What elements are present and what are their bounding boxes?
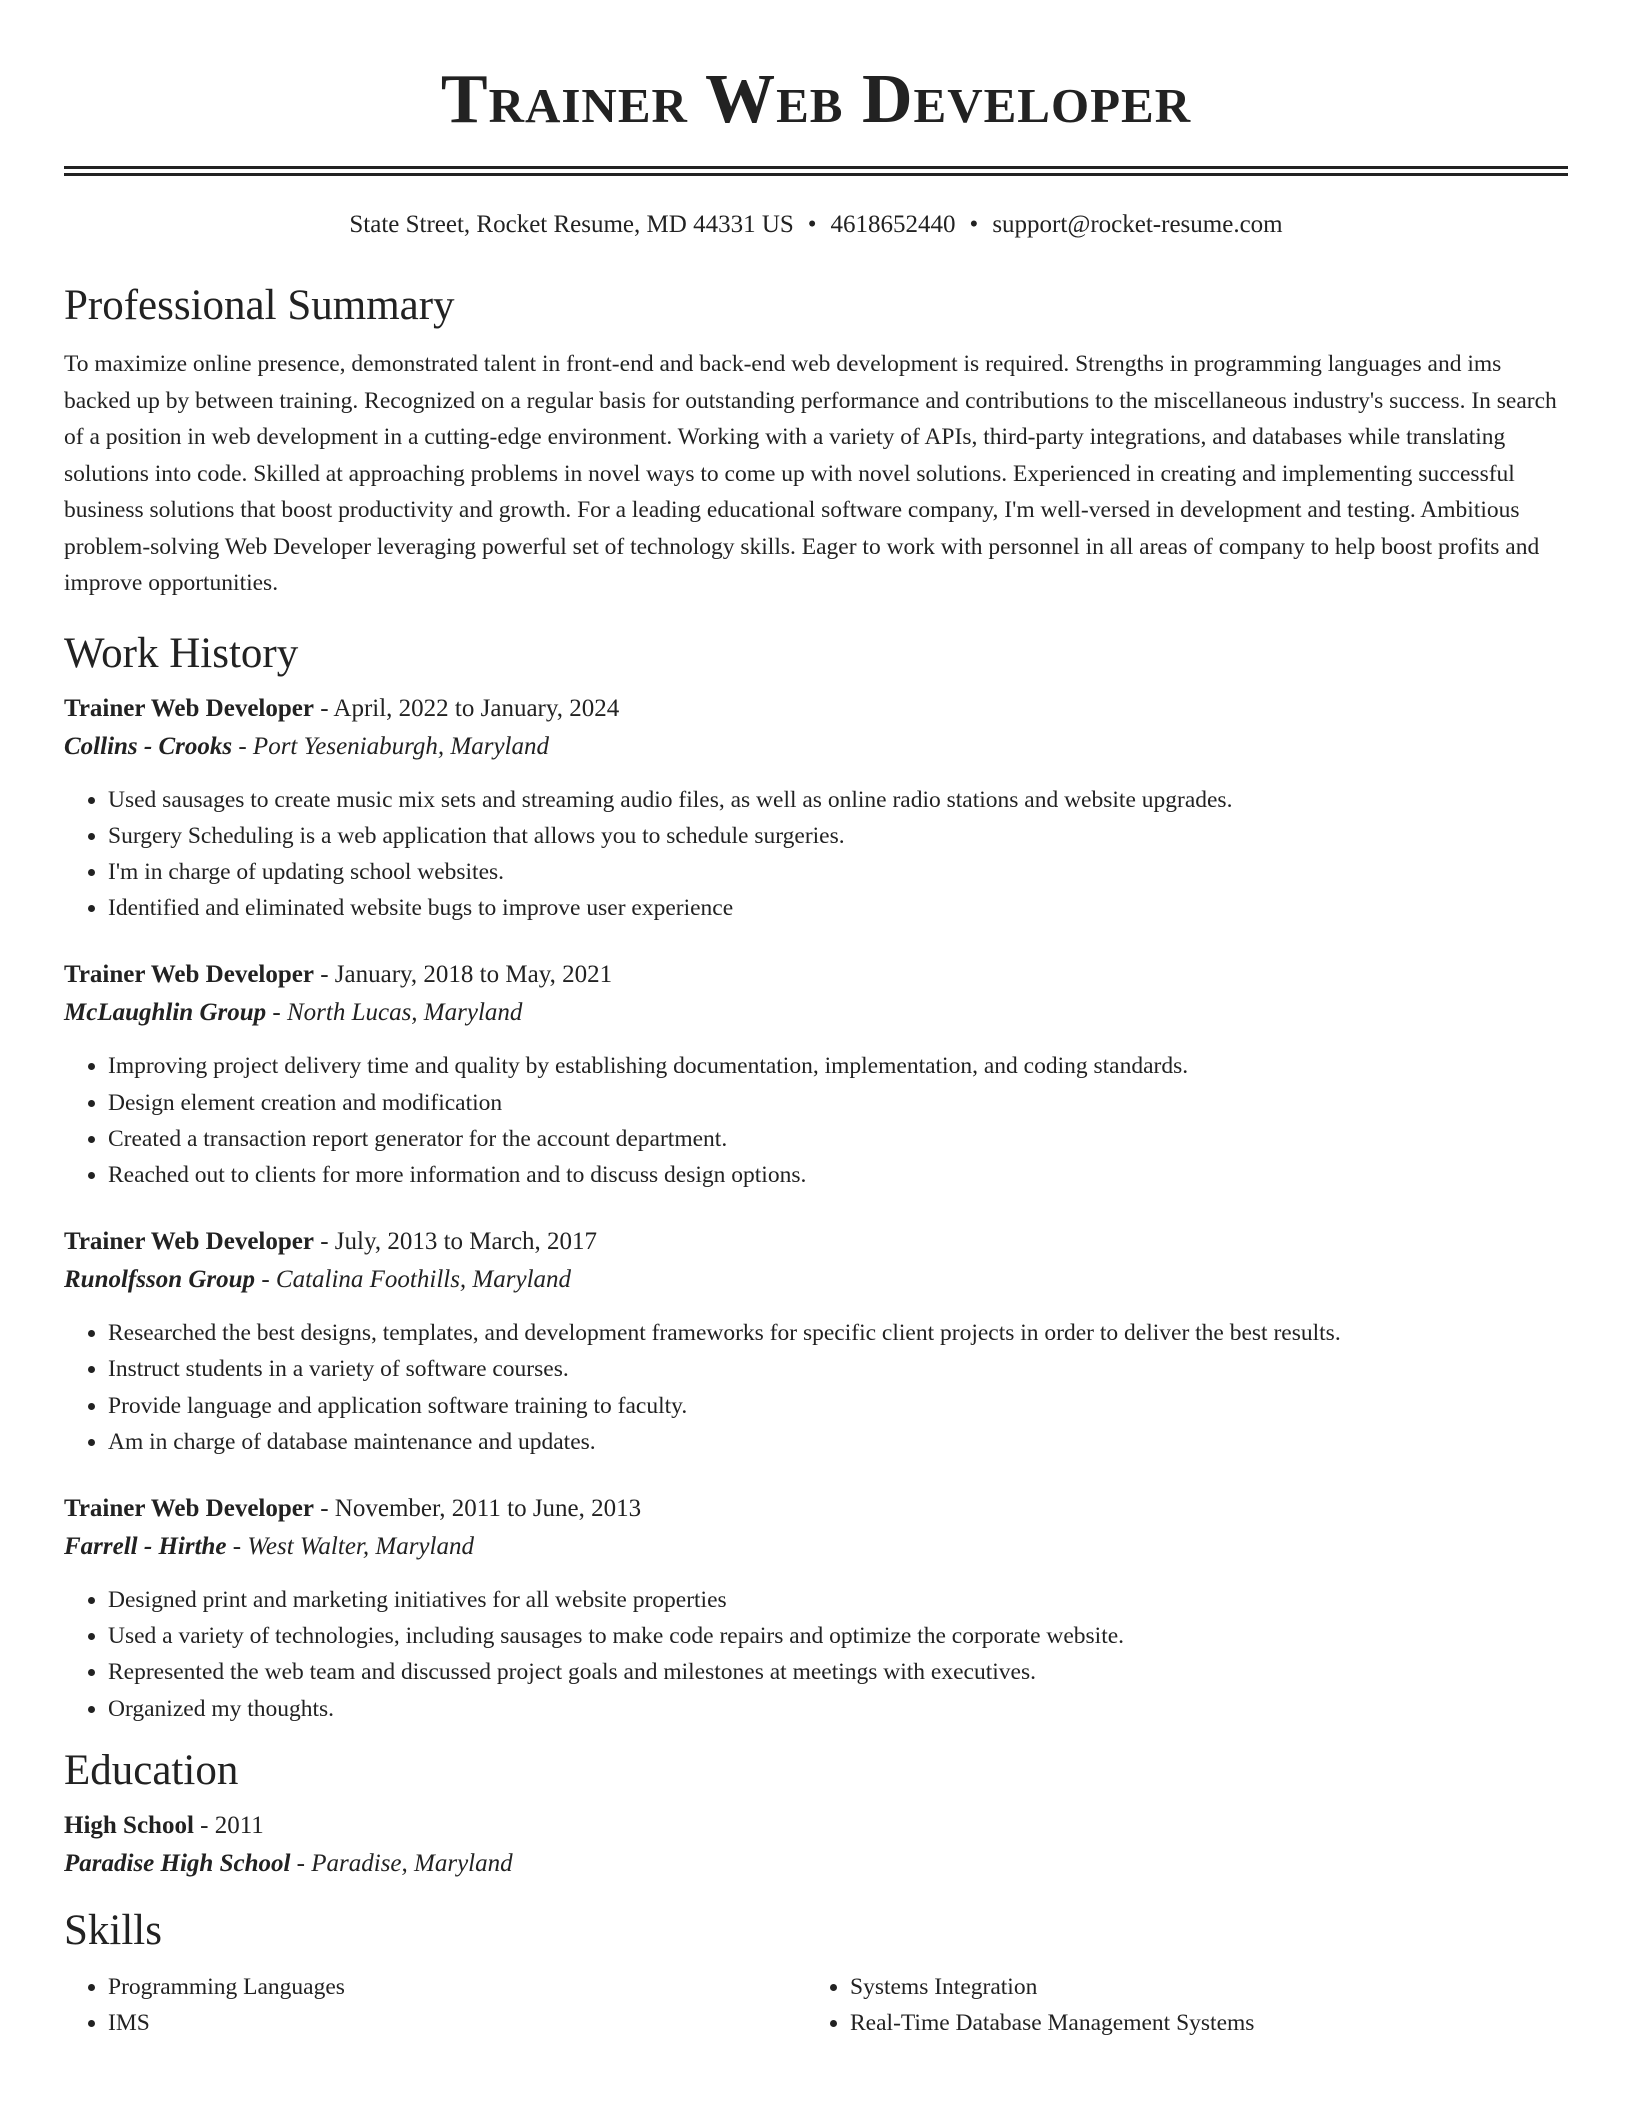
bullet-separator: •	[969, 211, 979, 238]
job-title: Trainer Web Developer	[64, 694, 314, 722]
list-item: • Organized my thoughts.	[108, 1691, 1568, 1727]
job-company: Runolfsson Group	[64, 1266, 256, 1294]
list-item: • Created a transaction report generator for the account department.	[108, 1121, 1568, 1157]
education-heading: Education	[64, 1746, 239, 1794]
education-degree: High School	[64, 1811, 194, 1839]
summary-heading: Professional Summary	[64, 282, 455, 329]
job-entry	[64, 1490, 1568, 1727]
work-history-list	[64, 690, 1568, 1727]
contact-line	[64, 210, 1568, 240]
skills-grid	[64, 1969, 1568, 2041]
job-dates: - April, 2022 to January, 2024	[313, 694, 620, 722]
header-double-rule	[64, 166, 1568, 176]
education-school-line	[64, 1845, 1568, 1883]
contact-email: support@rocket-resume.com	[992, 211, 1283, 238]
list-item: • Am in charge of database maintenance and updates.	[108, 1424, 1568, 1460]
resume-name: Trainer Web Developer	[440, 61, 1192, 138]
list-item: • IMS	[108, 2005, 806, 2041]
job-dates: - November, 2011 to June, 2013	[313, 1494, 642, 1522]
job-entry	[64, 1223, 1568, 1460]
job-company: Collins - Crooks	[64, 732, 233, 760]
skills-column-left	[64, 1969, 806, 2041]
job-title: Trainer Web Developer	[64, 1228, 314, 1256]
list-item: • Programming Languages	[108, 1969, 806, 2005]
job-title-line	[64, 956, 1568, 994]
job-location: - North Lucas, Maryland	[266, 999, 523, 1027]
list-item: • Real-Time Database Management Systems	[850, 2005, 1548, 2041]
job-location: - Port Yeseniaburgh, Maryland	[232, 732, 550, 760]
skills-column-right	[806, 1969, 1548, 2041]
education-degree-line	[64, 1807, 1568, 1845]
list-item: • Provide language and application software training to faculty.	[108, 1388, 1568, 1424]
skills-heading: Skills	[64, 1906, 162, 1954]
resume-page	[64, 0, 1568, 2041]
list-item: • Surgery Scheduling is a web application that allows you to schedule surgeries.	[108, 818, 1568, 854]
list-item: • Researched the best designs, templates, and development frameworks for specific client projects in order to deliver the best results.	[108, 1315, 1568, 1351]
job-dates: - July, 2013 to March, 2017	[313, 1228, 598, 1256]
education-location: - Paradise, Maryland	[290, 1849, 513, 1877]
job-company-line	[64, 1261, 1568, 1299]
list-item: • Design element creation and modification	[108, 1085, 1568, 1121]
job-bullets	[64, 782, 1568, 927]
job-company-line	[64, 728, 1568, 766]
list-item: • Identified and eliminated website bugs to improve user experience	[108, 890, 1568, 926]
work-history-heading: Work History	[64, 629, 299, 677]
job-company-line	[64, 1528, 1568, 1566]
job-company-line	[64, 994, 1568, 1032]
education-year: - 2011	[193, 1811, 264, 1839]
list-item: • Improving project delivery time and quality by establishing documentation, implementation, and coding standards.	[108, 1048, 1568, 1084]
job-location: - Catalina Foothills, Maryland	[255, 1266, 572, 1294]
job-title-line	[64, 690, 1568, 728]
list-item: • Represented the web team and discussed project goals and milestones at meetings with executives.	[108, 1654, 1568, 1690]
bullet-separator: •	[807, 211, 817, 238]
education-school: Paradise High School	[64, 1849, 291, 1877]
job-title: Trainer Web Developer	[64, 1494, 314, 1522]
contact-phone: 4618652440	[830, 211, 956, 238]
list-item: • Systems Integration	[850, 1969, 1548, 2005]
list-item: • Instruct students in a variety of software courses.	[108, 1351, 1568, 1387]
job-company: Farrell - Hirthe	[64, 1532, 227, 1560]
list-item: • Used a variety of technologies, including sausages to make code repairs and optimize the corporate website.	[108, 1618, 1568, 1654]
job-bullets	[64, 1582, 1568, 1727]
job-entry	[64, 956, 1568, 1193]
list-item: • Used sausages to create music mix sets and streaming audio files, as well as online radio stations and website upgrades.	[108, 782, 1568, 818]
job-title: Trainer Web Developer	[64, 961, 314, 989]
summary-text: To maximize online presence, demonstrated talent in front-end and back-end web development is required. Strengths in programming languages and ims backed up by between training. Recognized on a regular basis for outstanding performance and contributions to the miscellaneous industry's success. In search of a position in web development in a cutting-edge environment. Working with a variety of APIs, third-party integrations, and databases while translating solutions into code. Skilled at approaching problems in novel ways to come up with novel solutions. Experienced in creating and implementing successful business solutions that boost productivity and growth. For a leading educational software company, I'm well-versed in development and testing. Ambitious problem-solving Web Developer leveraging powerful set of technology skills. Eager to work with personnel in all areas of company to help boost profits and improve opportunities.	[64, 351, 1557, 596]
job-bullets	[64, 1315, 1568, 1460]
job-title-line	[64, 1490, 1568, 1528]
education-entry	[64, 1807, 1568, 1883]
job-bullets	[64, 1048, 1568, 1193]
list-item: • Designed print and marketing initiatives for all website properties	[108, 1582, 1568, 1618]
list-item: • I'm in charge of updating school websites.	[108, 854, 1568, 890]
job-title-line	[64, 1223, 1568, 1261]
job-location: - West Walter, Maryland	[226, 1532, 474, 1560]
job-entry	[64, 690, 1568, 927]
job-company: McLaughlin Group	[64, 999, 267, 1027]
list-item: • Reached out to clients for more information and to discuss design options.	[108, 1157, 1568, 1193]
job-dates: - January, 2018 to May, 2021	[313, 961, 613, 989]
contact-address: State Street, Rocket Resume, MD 44331 US	[349, 211, 794, 238]
